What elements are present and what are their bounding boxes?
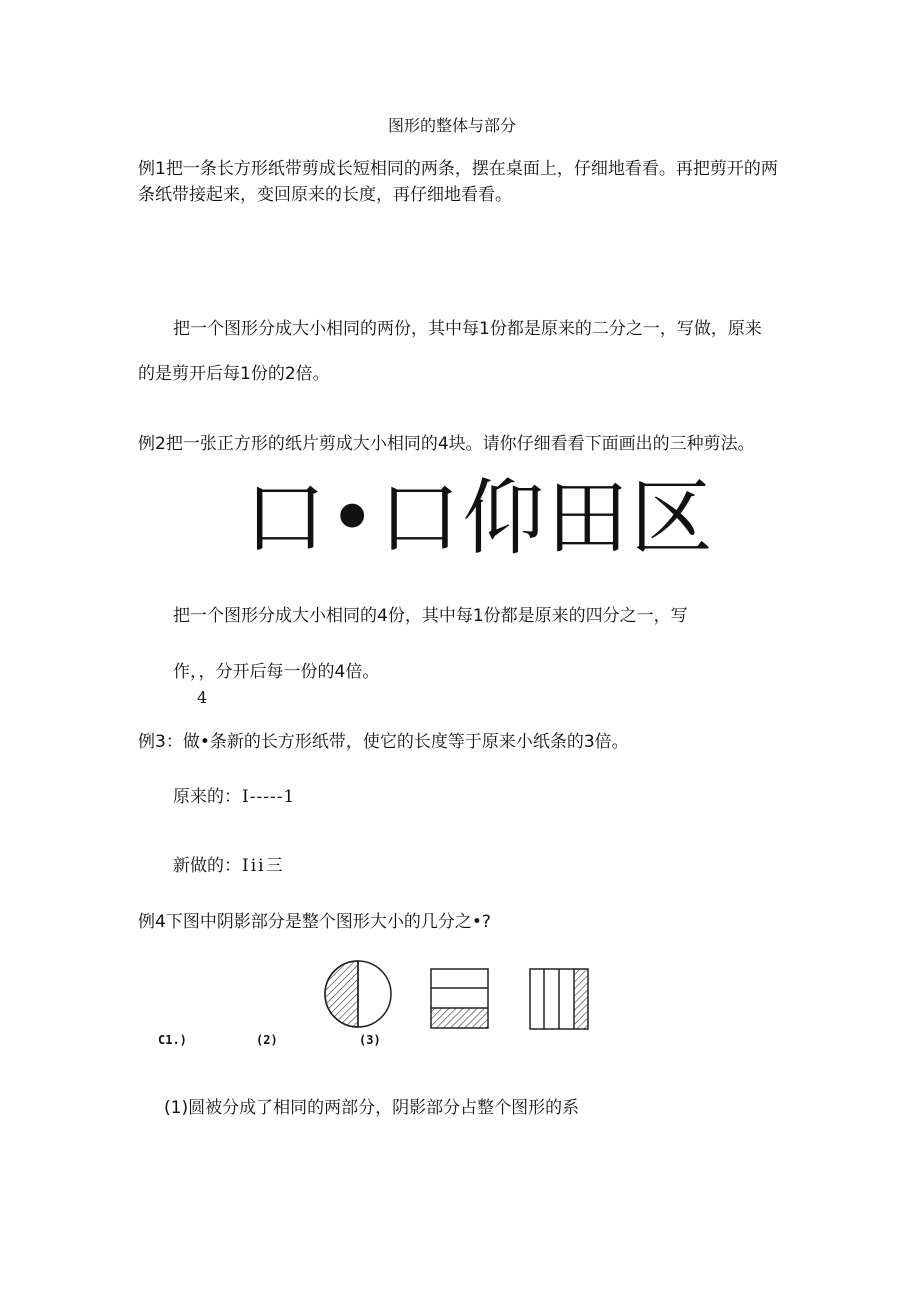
shaded-figures <box>318 955 598 1035</box>
original-strip: I-----1 <box>242 787 296 807</box>
example1-line1: 例1把一条长方形纸带剪成长短相同的两条，摆在桌面上，仔细地看看。再把剪开的两 <box>138 159 778 179</box>
example2-line1: 例2把一张正方形的纸片剪成大小相同的4块。请你仔细看看下面画出的三种剪法。 <box>138 434 755 454</box>
new-strip: Iii三 <box>242 856 285 876</box>
figure-label-2: (2) <box>256 1033 278 1047</box>
example1-line2: 条纸带接起来，变回原来的长度，再仔细地看看。 <box>138 185 512 205</box>
figure-label-3: (3) <box>359 1033 381 1047</box>
conclusion2-line2: 作，，分开后每一份的4倍。 <box>173 662 380 682</box>
page-title: 图形的整体与部分 <box>388 116 517 135</box>
fraction-denominator: 4 <box>197 688 208 707</box>
example4-line1: 例4下图中阴影部分是整个图形大小的几分之•? <box>138 912 491 932</box>
half-shaded-circle <box>325 961 391 1027</box>
figure-label-1: C1.) <box>158 1033 187 1047</box>
cutting-methods-glyphs: 口•口仰田区 <box>244 471 715 566</box>
conclusion2-line1: 把一个图形分成大小相同的4份，其中每1份都是原来的四分之一，写 <box>173 606 688 626</box>
new-label: 新做的： <box>173 856 241 876</box>
example4-answer1: (1)圆被分成了相同的两部分，阴影部分占整个图形的系 <box>164 1098 580 1118</box>
example3-line1: 例3：做•条新的长方形纸带，使它的长度等于原来小纸条的3倍。 <box>138 732 629 752</box>
three-row-rectangle <box>431 969 488 1028</box>
original-label: 原来的： <box>173 787 241 807</box>
conclusion1-line1: 把一个图形分成大小相同的两份，其中每1份都是原来的二分之一，写做，原来 <box>173 319 762 339</box>
conclusion1-line2: 的是剪开后每1份的2倍。 <box>138 364 330 384</box>
four-column-rectangle <box>530 969 588 1029</box>
